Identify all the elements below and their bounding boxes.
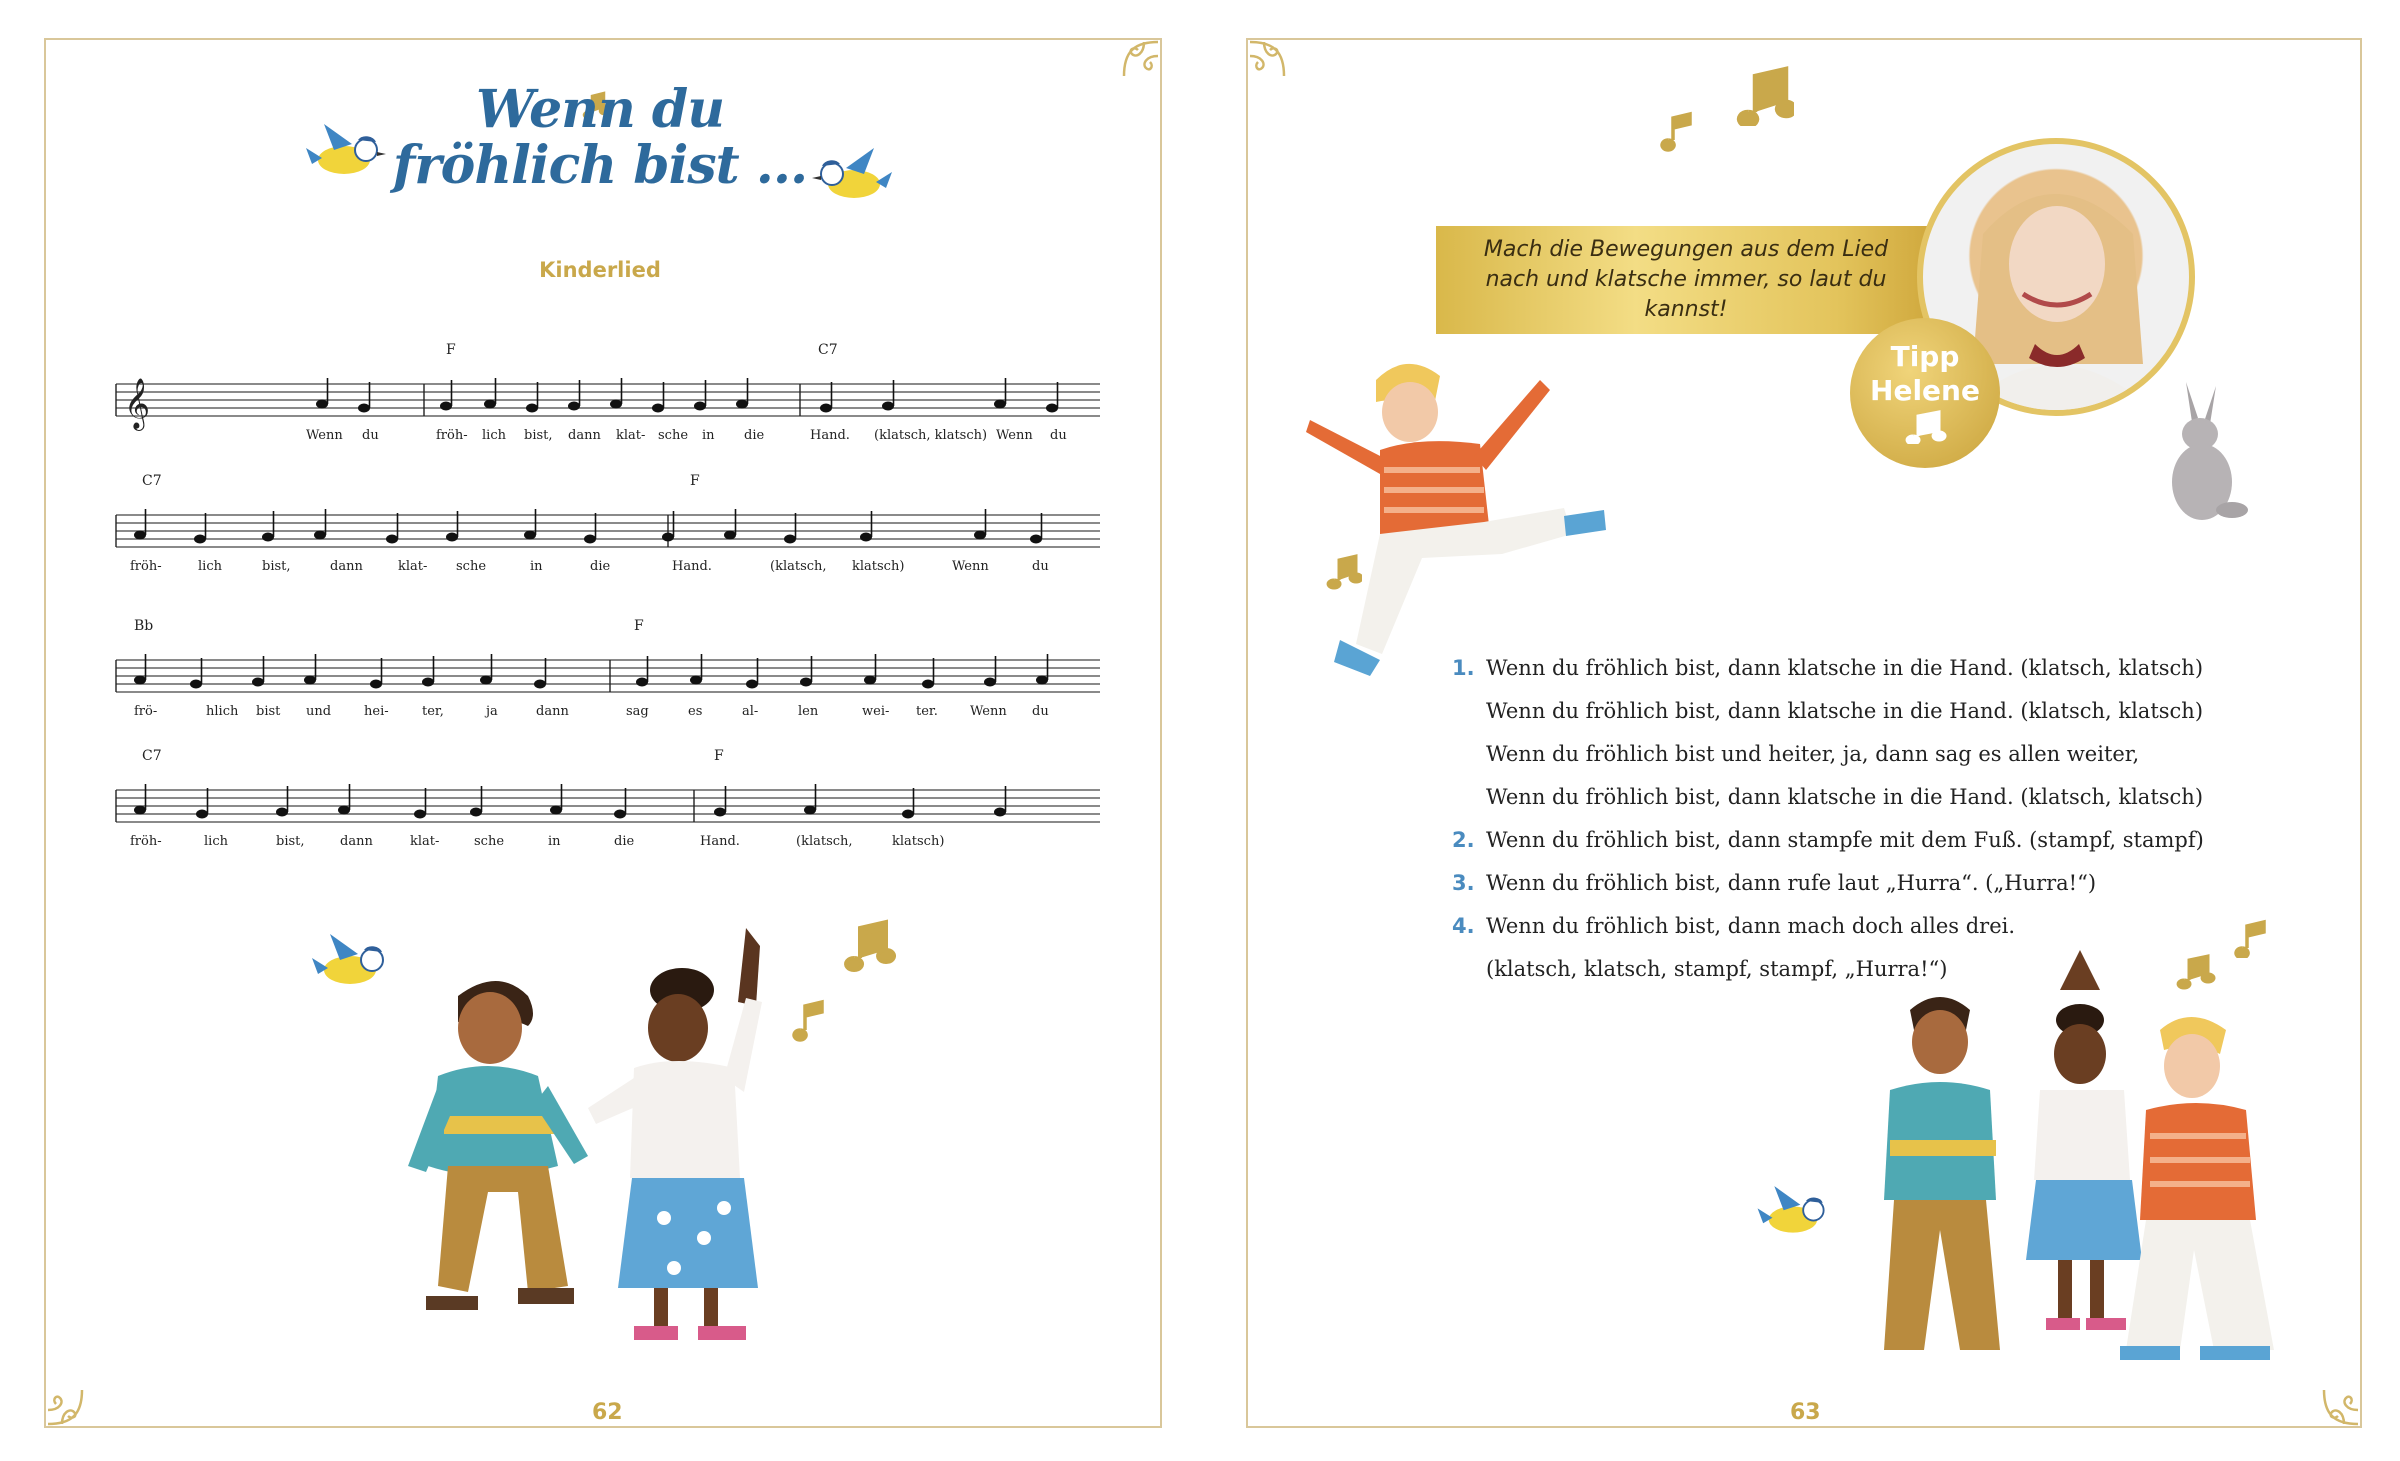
note-head: [636, 678, 648, 687]
lyric-syllable: dann: [568, 428, 601, 443]
note-head: [252, 678, 264, 687]
note-head: [784, 535, 796, 544]
music-note-icon: [840, 918, 896, 972]
note-head: [1030, 535, 1042, 544]
music-note-icon: [1903, 408, 1947, 444]
tip-banner: [1436, 226, 1936, 334]
verse-number: 2.: [1452, 828, 1475, 852]
note-head: [386, 535, 398, 544]
page-number-right: 63: [1790, 1400, 1821, 1425]
lyric-syllable: du: [362, 428, 379, 443]
chord-symbol: F: [714, 748, 724, 764]
note-head: [194, 535, 206, 544]
lyric-syllable: Hand.: [700, 834, 740, 849]
lyric-syllable: ja: [486, 704, 498, 719]
song-title-line1: Wenn du: [475, 79, 725, 140]
lyric-syllable: Wenn: [952, 559, 989, 574]
music-note-icon: [1734, 64, 1794, 126]
bird-illustration: [812, 142, 898, 214]
rabbit-illustration: [2142, 382, 2252, 522]
note-head: [358, 404, 370, 413]
verse-line: Wenn du fröhlich bist, dann mach doch alles drei.: [1486, 914, 2016, 938]
note-head: [524, 531, 536, 540]
lyric-syllable: sag: [626, 704, 649, 719]
lyric-syllable: du: [1032, 559, 1049, 574]
lyric-syllable: wei-: [862, 704, 890, 719]
lyric-syllable: Hand.: [810, 428, 850, 443]
note-head: [882, 402, 894, 411]
bird-illustration: [306, 928, 392, 1000]
verse-line: Wenn du fröhlich bist, dann stampfe mit dem Fuß. (stampf, stampf): [1486, 828, 2204, 852]
note-head: [736, 400, 748, 409]
verse-line: Wenn du fröhlich bist und heiter, ja, dann sag es allen weiter,: [1486, 742, 2140, 766]
note-head: [652, 404, 664, 413]
treble-clef-icon: 𝄞: [124, 378, 151, 429]
note-head: [662, 533, 674, 542]
note-head: [276, 808, 288, 817]
chord-symbol: C7: [142, 473, 162, 489]
note-head: [134, 806, 146, 815]
note-head: [1036, 676, 1048, 685]
note-head: [714, 808, 726, 817]
verse-number: 3.: [1452, 871, 1475, 895]
bird-illustration: [1752, 1180, 1832, 1248]
verse-line: Wenn du fröhlich bist, dann klatsche in die Hand. (klatsch, klatsch): [1486, 699, 2204, 723]
note-head: [804, 806, 816, 815]
corner-ornament-icon: [1240, 32, 1294, 86]
lyric-syllable: bist,: [276, 834, 305, 849]
chord-symbol: F: [690, 473, 700, 489]
lyric-syllable: es: [688, 704, 703, 719]
note-head: [480, 676, 492, 685]
note-head: [196, 810, 208, 819]
lyric-syllable: Wenn: [970, 704, 1007, 719]
note-head: [994, 808, 1006, 817]
note-head: [484, 400, 496, 409]
lyric-syllable: in: [530, 559, 543, 574]
note-head: [446, 533, 458, 542]
badge-line1: Tipp: [1890, 340, 1960, 373]
lyric-syllable: klat-: [616, 428, 646, 443]
lyric-syllable: Wenn: [996, 428, 1033, 443]
note-head: [614, 810, 626, 819]
verse-line: Wenn du fröhlich bist, dann klatsche in die Hand. (klatsch, klatsch): [1486, 656, 2204, 680]
note-head: [800, 678, 812, 687]
corner-ornament-icon: [1114, 32, 1168, 86]
music-staff: [0, 495, 1100, 575]
note-head: [534, 680, 546, 689]
lyric-syllable: die: [614, 834, 635, 849]
lyric-syllable: len: [798, 704, 819, 719]
note-head: [694, 402, 706, 411]
lyric-syllable: (klatsch, klatsch): [874, 428, 988, 443]
lyric-syllable: Hand.: [672, 559, 712, 574]
note-head: [134, 676, 146, 685]
song-title: [390, 79, 810, 196]
lyric-syllable: ter,: [422, 704, 444, 719]
lyric-syllable: lich: [482, 428, 506, 443]
chord-symbol: Bb: [134, 618, 154, 634]
note-head: [690, 676, 702, 685]
page-number-left: 62: [592, 1400, 623, 1425]
note-head: [610, 400, 622, 409]
lyric-syllable: fröh-: [436, 428, 468, 443]
note-head: [370, 680, 382, 689]
tip-helene-badge: [1850, 318, 2000, 468]
lyric-syllable: (klatsch,: [770, 559, 827, 574]
note-head: [820, 404, 832, 413]
note-head: [550, 806, 562, 815]
lyric-syllable: fröh-: [130, 559, 162, 574]
lyric-syllable: bist: [256, 704, 281, 719]
lyric-syllable: ter.: [916, 704, 938, 719]
music-note-icon: [1326, 550, 1362, 590]
note-head: [746, 680, 758, 689]
note-head: [316, 400, 328, 409]
note-head: [338, 806, 350, 815]
lyric-syllable: in: [548, 834, 561, 849]
lyric-syllable: frö-: [134, 704, 158, 719]
note-head: [134, 531, 146, 540]
note-head: [860, 533, 872, 542]
note-head: [314, 531, 326, 540]
lyric-syllable: die: [590, 559, 611, 574]
song-subtitle: Kinderlied: [539, 258, 661, 282]
note-head: [974, 531, 986, 540]
note-head: [568, 402, 580, 411]
note-head: [526, 404, 538, 413]
lyric-syllable: klat-: [410, 834, 440, 849]
chord-symbol: C7: [142, 748, 162, 764]
music-note-icon: [1658, 110, 1696, 152]
lyric-syllable: (klatsch,: [796, 834, 853, 849]
lyric-syllable: du: [1050, 428, 1067, 443]
chord-symbol: F: [446, 342, 456, 358]
note-head: [994, 400, 1006, 409]
lyric-syllable: bist,: [524, 428, 553, 443]
boy-jumping-illustration: [1300, 340, 1640, 690]
three-children-clapping-illustration: [1870, 950, 2310, 1370]
verse-number: 4.: [1452, 914, 1475, 938]
note-head: [922, 680, 934, 689]
lyric-syllable: bist,: [262, 559, 291, 574]
note-head: [190, 680, 202, 689]
verse-line: Wenn du fröhlich bist, dann klatsche in die Hand. (klatsch, klatsch): [1486, 785, 2204, 809]
lyric-syllable: und: [306, 704, 332, 719]
lyric-syllable: sche: [658, 428, 689, 443]
lyric-syllable: in: [702, 428, 715, 443]
note-head: [440, 402, 452, 411]
badge-line2: Helene: [1870, 374, 1980, 407]
note-head: [414, 810, 426, 819]
note-head: [984, 678, 996, 687]
verse-line: (klatsch, klatsch, stampf, stampf, „Hurra!“): [1486, 957, 1948, 981]
verse-line: Wenn du fröhlich bist, dann rufe laut „Hurra“. („Hurra!“): [1486, 871, 2097, 895]
lyric-syllable: klatsch): [892, 834, 945, 849]
note-head: [864, 676, 876, 685]
note-head: [1046, 404, 1058, 413]
note-head: [724, 531, 736, 540]
lyric-syllable: dann: [340, 834, 373, 849]
lyric-syllable: sche: [474, 834, 505, 849]
tip-text: Mach die Bewegungen aus dem Lied nach und klatsche immer, so laut du kannst!: [1483, 237, 1889, 322]
lyric-syllable: lich: [198, 559, 222, 574]
note-head: [304, 676, 316, 685]
note-head: [584, 535, 596, 544]
corner-ornament-icon: [38, 1380, 92, 1434]
girl-cheering-illustration: [574, 928, 804, 1348]
chord-symbol: C7: [818, 342, 838, 358]
note-head: [902, 810, 914, 819]
corner-ornament-icon: [2314, 1380, 2368, 1434]
chord-symbol: F: [634, 618, 644, 634]
lyric-syllable: hlich: [206, 704, 239, 719]
note-head: [262, 533, 274, 542]
lyric-syllable: du: [1032, 704, 1049, 719]
lyric-syllable: klat-: [398, 559, 428, 574]
lyric-syllable: sche: [456, 559, 487, 574]
verse-number: 1.: [1452, 656, 1475, 680]
lyric-syllable: lich: [204, 834, 228, 849]
lyric-syllable: al-: [742, 704, 759, 719]
lyric-syllable: dann: [536, 704, 569, 719]
lyric-syllable: klatsch): [852, 559, 905, 574]
lyric-syllable: fröh-: [130, 834, 162, 849]
lyric-syllable: die: [744, 428, 765, 443]
song-title-line2: fröhlich bist ...: [392, 135, 808, 196]
note-head: [470, 808, 482, 817]
lyric-syllable: Wenn: [306, 428, 343, 443]
bird-illustration: [300, 118, 386, 190]
lyric-syllable: hei-: [364, 704, 389, 719]
lyric-syllable: dann: [330, 559, 363, 574]
note-head: [422, 678, 434, 687]
